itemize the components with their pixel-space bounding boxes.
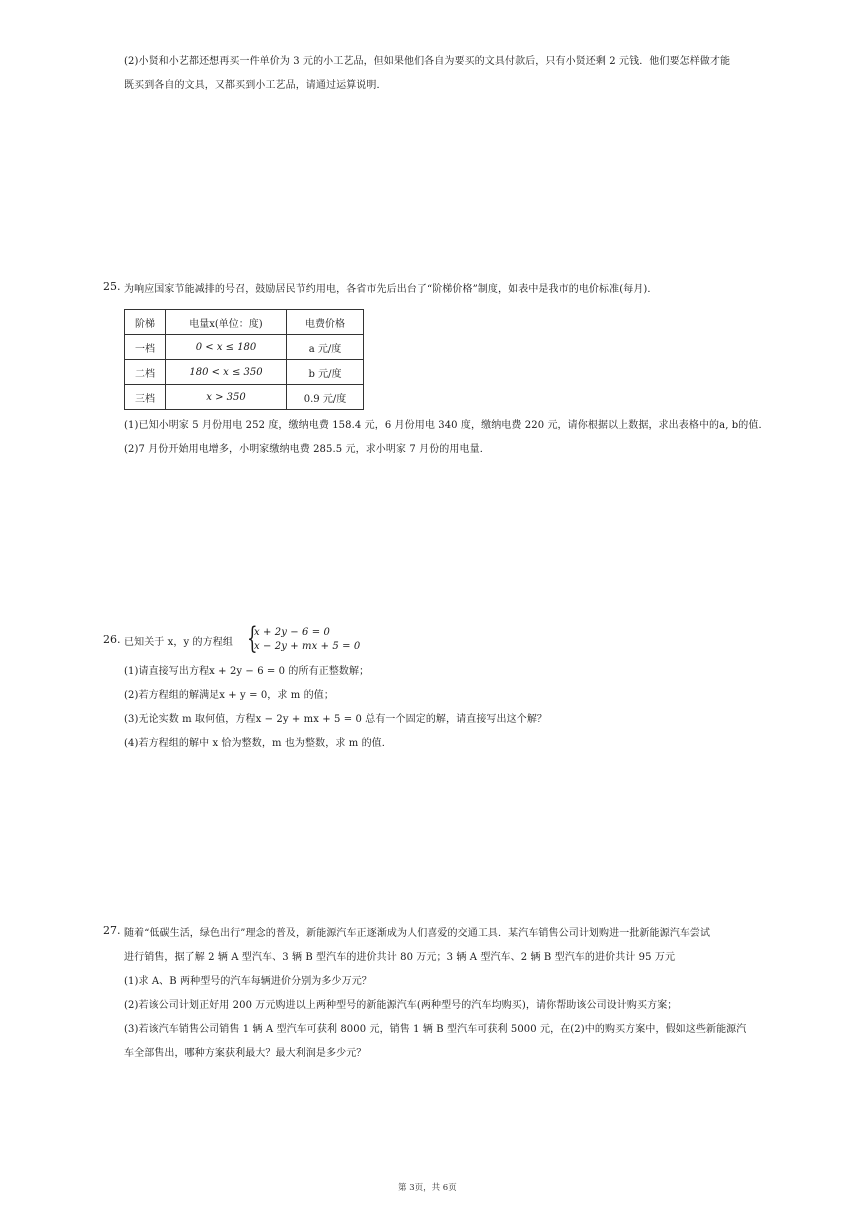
q27-part3-line1: (3)若该汽车销售公司销售 1 辆 A 型汽车可获利 8000 元，销售 1 辆 B 型汽车可获利 5000 元，在(2)中的购买方案中，假如这些新能源汽 bbox=[124, 1024, 747, 1035]
table-cell: 180 < x ≤ 350 bbox=[166, 360, 287, 385]
q27-number: 27. bbox=[103, 924, 121, 937]
q27-part2: (2)若该公司计划正好用 200 万元购进以上两种型号的新能源汽车(两种型号的汽车均购买)，请你帮助该公司设计购买方案； bbox=[124, 1000, 678, 1011]
page-footer: 第 3页，共 6页 bbox=[398, 1183, 457, 1193]
q26-number: 26. bbox=[103, 633, 121, 646]
table-row bbox=[125, 335, 364, 360]
q26-equation-1: x + 2y − 6 = 0 bbox=[254, 627, 330, 638]
q26-part2: (2)若方程组的解满足x + y = 0，求 m 的值； bbox=[124, 690, 334, 701]
q25-number: 25. bbox=[103, 280, 121, 293]
q27-part3-line2: 车全部售出，哪种方案获利最大？最大利润是多少元？ bbox=[124, 1048, 367, 1059]
electricity-price-table bbox=[124, 309, 364, 410]
system-brace: { bbox=[247, 621, 258, 656]
table-header-cell: 电费价格 bbox=[287, 310, 364, 335]
table-cell: 0 < x ≤ 180 bbox=[166, 335, 287, 360]
q25-stem: 为响应国家节能减排的号召，鼓励居民节约用电，各省市先后出台了“阶梯价格”制度，如表中是我市的电价标准(每月)． bbox=[124, 284, 658, 295]
table-header-cell: 电量x(单位：度) bbox=[166, 310, 287, 335]
table-row bbox=[125, 385, 364, 410]
table-header-row bbox=[125, 310, 364, 335]
q27-part1: (1)求 A、B 两种型号的汽车每辆进价分别为多少万元？ bbox=[124, 976, 372, 987]
q27-stem-line2: 进行销售，据了解 2 辆 A 型汽车、3 辆 B 型汽车的进价共计 80 万元；3 辆 A 型汽车、2 辆 B 型汽车的进价共计 95 万元 bbox=[124, 952, 676, 963]
q26-part1: (1)请直接写出方程x + 2y − 6 = 0 的所有正整数解； bbox=[124, 666, 370, 677]
q24-part2-line1: (2)小贤和小艺都还想再买一件单价为 3 元的小工艺品，但如果他们各自为要买的文具付款后，只有小贤还剩 2 元钱．他们要怎样做才能 bbox=[124, 56, 731, 67]
table-header-cell: 阶梯 bbox=[125, 310, 166, 335]
table-row bbox=[125, 360, 364, 385]
table-cell: 三档 bbox=[125, 385, 166, 410]
q27-stem-line1: 随着“低碳生活，绿色出行”理念的普及，新能源汽车正逐渐成为人们喜爱的交通工具．某汽车销售公司计划购进一批新能源汽车尝试 bbox=[124, 928, 711, 939]
q26-stem: 已知关于 x，y 的方程组 bbox=[124, 637, 233, 648]
q24-part2-line2: 既买到各自的文具，又都买到小工艺品，请通过运算说明． bbox=[124, 80, 387, 91]
table-cell: 一档 bbox=[125, 335, 166, 360]
table-cell: 二档 bbox=[125, 360, 166, 385]
q25-part2: (2)7 月份开始用电增多，小明家缴纳电费 285.5 元，求小明家 7 月份的用电量． bbox=[124, 444, 490, 455]
q26-part4: (4)若方程组的解中 x 恰为整数，m 也为整数，求 m 的值． bbox=[124, 738, 392, 749]
q26-equation-2: x − 2y + mx + 5 = 0 bbox=[254, 641, 361, 652]
table-cell: a 元/度 bbox=[287, 335, 364, 360]
table-cell: x > 350 bbox=[166, 385, 287, 410]
q26-part3: (3)无论实数 m 取何值，方程x − 2y + mx + 5 = 0 总有一个固定的解，请直接写出这个解？ bbox=[124, 714, 548, 725]
q25-part1: (1)已知小明家 5 月份用电 252 度，缴纳电费 158.4 元，6 月份用电 340 度，缴纳电费 220 元，请你根据以上数据，求出表格中的a, b的值． bbox=[124, 420, 769, 431]
table-cell: b 元/度 bbox=[287, 360, 364, 385]
table-cell: 0.9 元/度 bbox=[287, 385, 364, 410]
